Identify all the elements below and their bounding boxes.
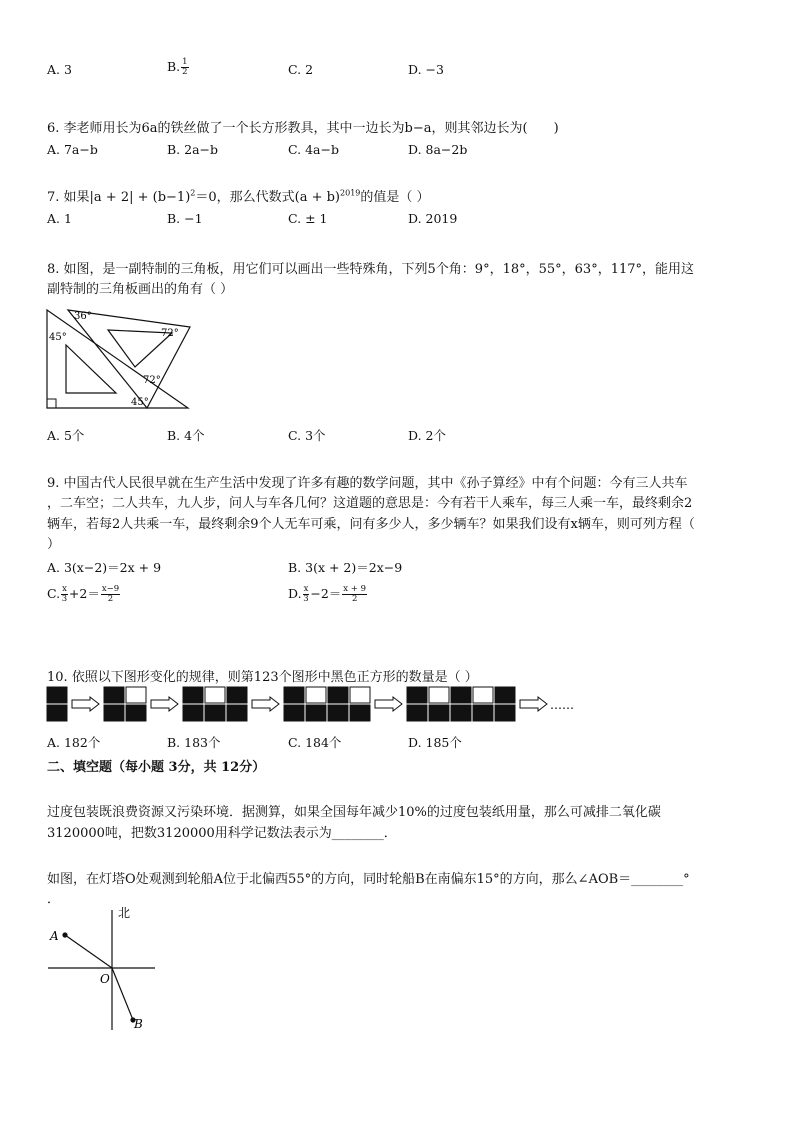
black-square xyxy=(183,687,203,703)
fraction-denominator: 2 xyxy=(182,67,188,77)
q9-option-d xyxy=(288,584,368,604)
q10-option-a: A. 182个 xyxy=(47,735,101,750)
q10-option-b: B. 183个 xyxy=(167,735,221,750)
q8-option-a: A. 5个 xyxy=(47,428,85,443)
q6-option-c: C. 4a−b xyxy=(288,142,339,157)
fraction-numerator: x xyxy=(303,584,309,594)
north-label: 北 xyxy=(118,906,131,920)
black-square xyxy=(473,705,493,721)
q8-option-c: C. 3个 xyxy=(288,428,326,443)
q9-option-c xyxy=(47,584,121,604)
white-square xyxy=(429,687,449,703)
black-square xyxy=(47,705,67,721)
white-square xyxy=(350,687,370,703)
q5-option-a: A. 3 xyxy=(47,62,72,77)
q10-stem: 10. 依照以下图形变化的规律，则第123个图形中黑色正方形的数量是（ ） xyxy=(47,670,478,685)
black-square xyxy=(183,705,203,721)
q9-option-c-mid: +2＝ xyxy=(68,586,100,601)
black-square xyxy=(451,705,471,721)
q7-option-b: B. −1 xyxy=(167,211,203,226)
angle-label-45-bottom: 45° xyxy=(131,397,149,408)
fraction-denominator: 2 xyxy=(107,594,114,604)
q10-option-c: C. 184个 xyxy=(288,735,342,750)
white-square xyxy=(205,687,225,703)
q7-stem-mid: ＝0，那么代数式(a + b) xyxy=(195,190,341,205)
white-square xyxy=(473,687,493,703)
q7-option-c: C. ± 1 xyxy=(288,211,328,226)
q8-option-d: D. 2个 xyxy=(408,428,446,443)
arrow-right-icon xyxy=(151,697,178,711)
q9-stem-line4: ） xyxy=(47,537,61,552)
ray-oa xyxy=(65,935,112,968)
q9-option-d-prefix: D. xyxy=(288,586,302,601)
right-angle-mark xyxy=(47,399,56,408)
black-square xyxy=(306,705,326,721)
fraction-denominator: 3 xyxy=(61,594,68,604)
black-square xyxy=(104,705,124,721)
black-square xyxy=(328,705,348,721)
q7-stem xyxy=(47,186,430,205)
q9-stem-line2: ，二车空；二人共车，九人步，问人与车各几何？这道题的意思是：今有若干人乘车，每三人乘一车，最终剩余2 xyxy=(47,496,693,511)
q5-option-b xyxy=(167,58,190,77)
fill1-line2: 3120000吨，把数3120000用科学记数法表示为________． xyxy=(47,826,397,841)
q6-option-b: B. 2a−b xyxy=(167,142,219,157)
q9-stem-line3: 辆车，若每2人共乘一车，最终剩余9个人无车可乘，问有多少人，多少辆车？如果我们设有x辆车，则可列方程（ xyxy=(47,517,695,532)
angle-label-45-top: 45° xyxy=(49,332,67,343)
q5-option-b-prefix: B. xyxy=(167,59,181,74)
pattern-ellipsis: …… xyxy=(550,698,574,712)
fill2-line2: ． xyxy=(47,892,61,907)
q5-option-c: C. 2 xyxy=(288,62,314,77)
black-square xyxy=(350,705,370,721)
fill2-line1: 如图，在灯塔O处观测到轮船A位于北偏西55°的方向，同时轮船B在南偏东15°的方向，那么∠AOB＝________° xyxy=(47,872,690,887)
fill2-compass-figure xyxy=(40,900,165,1035)
fraction-numerator: x xyxy=(62,584,67,594)
black-square xyxy=(284,687,304,703)
black-square xyxy=(429,705,449,721)
black-square xyxy=(47,687,67,703)
q10-pattern-figure xyxy=(46,686,586,726)
black-square xyxy=(495,705,515,721)
arrow-right-icon xyxy=(72,697,99,711)
q5-option-b-fraction xyxy=(181,58,188,77)
ray-ob xyxy=(112,968,133,1020)
angle-label-72-top: 72° xyxy=(161,328,179,339)
label-b: B xyxy=(134,1017,143,1031)
q7-exponent-2: 2019 xyxy=(340,188,361,198)
q8-triangle-figure xyxy=(40,305,200,415)
black-square xyxy=(495,687,515,703)
q6-option-a: A. 7a−b xyxy=(47,142,98,157)
fraction-numerator: 1 xyxy=(182,57,188,67)
label-a: A xyxy=(50,929,59,943)
fill1-line1: 过度包装既浪费资源又污染环境．据测算，如果全国每年减少10%的过度包装纸用量，那么可减排二氧化碳 xyxy=(47,805,661,820)
q7-option-d: D. 2019 xyxy=(408,211,458,226)
q6-stem: 6. 李老师用长为6a的铁丝做了一个长方形教具，其中一边长为b−a，则其邻边长为( ) xyxy=(47,121,559,136)
q8-option-b: B. 4个 xyxy=(167,428,205,443)
q9-c-fraction-1 xyxy=(61,585,68,604)
q9-option-a: A. 3(x−2)＝2x + 9 xyxy=(47,560,162,575)
q9-option-c-prefix: C. xyxy=(47,586,61,601)
black-square xyxy=(451,687,471,703)
fraction-denominator: 2 xyxy=(351,594,358,604)
white-square xyxy=(126,687,146,703)
section-title: 二、填空题（每小题 3分，共 12分） xyxy=(47,760,266,775)
point-a xyxy=(62,932,67,937)
q9-d-fraction-1 xyxy=(303,585,310,604)
arrow-right-icon xyxy=(252,697,279,711)
black-square xyxy=(104,687,124,703)
q9-c-fraction-2 xyxy=(101,585,120,604)
q9-option-d-mid: −2＝ xyxy=(310,586,342,601)
q7-stem-post: 的值是（ ） xyxy=(360,190,430,205)
q6-option-d: D. 8a−2b xyxy=(408,142,468,157)
q7-exponent-1: 2 xyxy=(190,188,196,198)
fraction-numerator: x + 9 xyxy=(343,584,367,594)
q5-option-d: D. −3 xyxy=(408,62,444,77)
arrow-right-icon xyxy=(375,697,402,711)
q8-stem-line1: 8. 如图，是一副特制的三角板，用它们可以画出一些特殊角，下列5个角：9°，18°，55°，63°，117°，能用这 xyxy=(47,262,695,277)
black-square xyxy=(407,687,427,703)
white-square xyxy=(306,687,326,703)
angle-label-72-bottom: 72° xyxy=(143,375,161,386)
q9-stem-line1: 9. 中国古代人民很早就在生产生活中发现了许多有趣的数学问题，其中《孙子算经》中有个问题：今有三人共车 xyxy=(47,476,688,491)
black-square xyxy=(284,705,304,721)
black-square xyxy=(407,705,427,721)
q9-option-b: B. 3(x + 2)＝2x−9 xyxy=(288,560,403,575)
q7-stem-pre: 7. 如果|a + 2| + (b−1) xyxy=(47,190,191,205)
black-square xyxy=(328,687,348,703)
angle-label-36: 36° xyxy=(74,311,92,322)
fraction-numerator: x−9 xyxy=(101,584,120,594)
black-square xyxy=(227,705,247,721)
q8-stem-line2: 副特制的三角板画出的角有（ ） xyxy=(47,282,234,297)
q9-d-fraction-2 xyxy=(342,585,367,604)
q7-option-a: A. 1 xyxy=(47,211,72,226)
fraction-denominator: 3 xyxy=(303,594,309,604)
label-o: O xyxy=(100,972,110,986)
black-square xyxy=(227,687,247,703)
black-square xyxy=(126,705,146,721)
arrow-right-icon xyxy=(520,697,547,711)
black-square xyxy=(205,705,225,721)
q10-option-d: D. 185个 xyxy=(408,735,462,750)
